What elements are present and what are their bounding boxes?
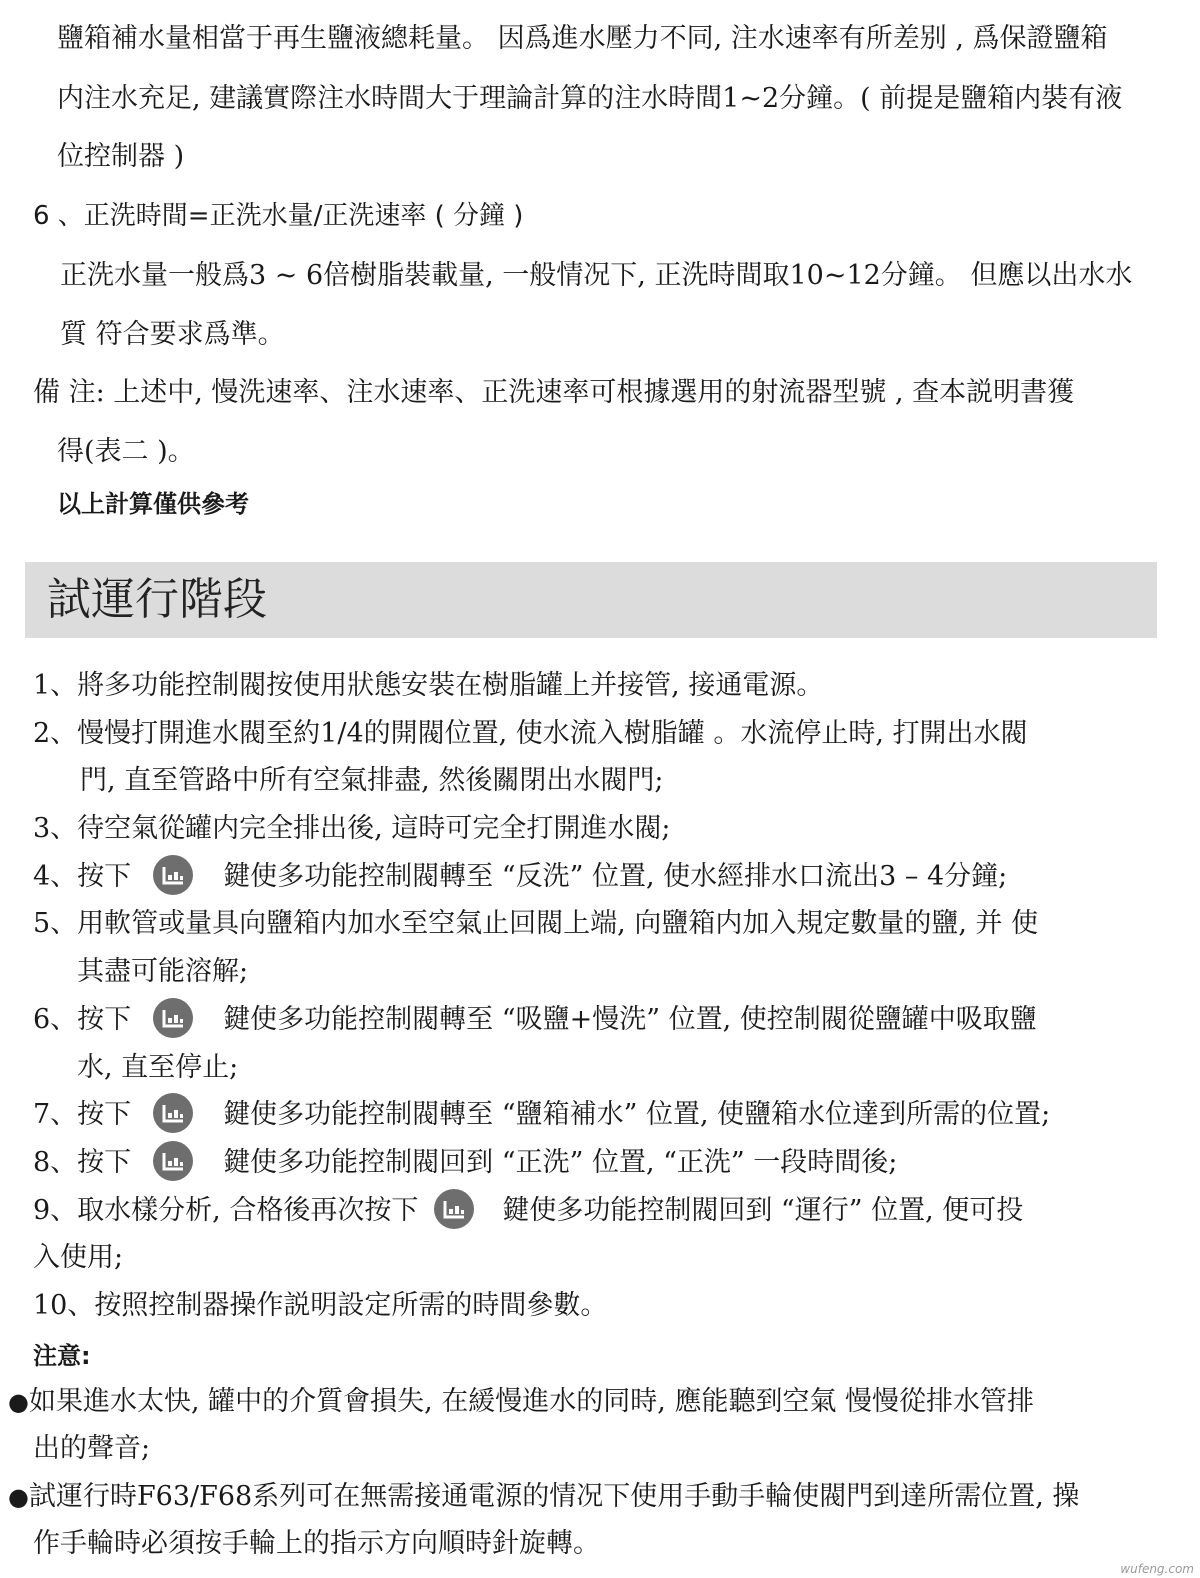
step-1: 1、將多功能控制閥按使用狀態安裝在樹脂罐上并接管, 接通電源。	[33, 670, 824, 701]
note-2-cont: 作手輪時必須按手輪上的指示方向順時針旋轉。	[33, 1528, 600, 1559]
step-4-post: 鍵使多功能控制閥轉至 “反洗” 位置, 使水經排水口流出3 – 4分鐘;	[223, 861, 1008, 892]
regen-key-icon	[153, 998, 193, 1038]
regen-key-icon	[434, 1189, 474, 1229]
text-line: 位控制器 )	[57, 141, 185, 172]
subheading-line: 6 、正洗時間=正洗水量/正洗速率 ( 分鐘 )	[33, 201, 524, 231]
step-5: 5、用軟管或量具向鹽箱内加水至空氣止回閥上端, 向鹽箱内加入規定數量的鹽, 并 使	[33, 908, 1039, 939]
step-2-cont: 門, 直至管路中所有空氣排盡, 然後關閉出水閥門;	[80, 765, 664, 796]
text-line: 内注水充足, 建議實際注水時間大于理論計算的注水時間1~2分鐘。( 前提是鹽箱内裝有液	[57, 83, 1123, 114]
step-10: 10、按照控制器操作説明設定所需的時間參數。	[33, 1290, 608, 1321]
step-7	[33, 1095, 1050, 1136]
step-5-cont: 其盡可能溶解;	[77, 956, 249, 987]
step-9	[33, 1191, 1023, 1232]
text-line: 質 符合要求爲準。	[60, 319, 285, 350]
step-9-post: 鍵使多功能控制閥回到 “運行” 位置, 便可投	[502, 1195, 1024, 1226]
step-2: 2、慢慢打開進水閥至約1/4的開閥位置, 使水流入樹脂罐 。水流停止時, 打開出水閥	[33, 718, 1028, 749]
step-7-post: 鍵使多功能控制閥轉至 “鹽箱補水” 位置, 使鹽箱水位達到所需的位置;	[223, 1099, 1051, 1130]
regen-key-icon	[153, 855, 193, 895]
step-4-pre: 4、按下	[33, 861, 132, 892]
step-3: 3、待空氣從罐内完全排出後, 這時可完全打開進水閥;	[33, 813, 671, 844]
text-line: 鹽箱補水量相當于再生鹽液總耗量。 因爲進水壓力不同, 注水速率有所差别 , 爲保證鹽箱	[57, 23, 1108, 54]
step-6-post: 鍵使多功能控制閥轉至 “吸鹽+慢洗” 位置, 使控制閥從鹽罐中吸取鹽	[223, 1004, 1037, 1035]
bullet-icon: ●	[8, 1483, 29, 1511]
section-title: 試運行階段	[47, 574, 267, 625]
note-1-cont: 出的聲音;	[33, 1433, 151, 1464]
text-line: 得(表二 )。	[57, 436, 195, 467]
step-4	[33, 857, 1007, 898]
step-8	[33, 1143, 897, 1184]
text-line: 正洗水量一般爲3 ~ 6倍樹脂裝載量, 一般情况下, 正洗時間取10~12分鐘。 但應以出水水	[60, 260, 1133, 291]
note-1	[8, 1382, 1034, 1422]
step-6-cont: 水, 直至停止;	[77, 1052, 239, 1083]
step-7-pre: 7、按下	[33, 1099, 132, 1130]
reference-note: 以上計算僅供參考	[57, 490, 249, 518]
step-8-pre: 8、按下	[33, 1147, 132, 1178]
section-banner	[25, 562, 1157, 638]
remark-line: 備 注: 上述中, 慢洗速率、注水速率、正洗速率可根據選用的射流器型號 , 查本説明書獲	[33, 377, 1075, 408]
regen-key-icon	[153, 1093, 193, 1133]
bullet-icon: ●	[8, 1388, 29, 1416]
step-9-cont: 入使用;	[33, 1242, 124, 1273]
regen-key-icon	[153, 1141, 193, 1181]
step-6-pre: 6、按下	[33, 1004, 132, 1035]
step-9-pre: 9、取水樣分析, 合格後再次按下	[33, 1195, 419, 1226]
step-8-post: 鍵使多功能控制閥回到 “正洗” 位置, “正洗” 一段時間後;	[223, 1147, 898, 1178]
watermark: wufeng.com	[1120, 1562, 1194, 1576]
notes-label: 注意:	[33, 1342, 91, 1370]
note-2-text: 試運行時F63/F68系列可在無需接通電源的情况下使用手動手輪使閥門到達所需位置, 操	[28, 1481, 1080, 1512]
note-2	[8, 1477, 1079, 1517]
step-6	[33, 1000, 1037, 1041]
note-1-text: 如果進水太快, 罐中的介質會損失, 在緩慢進水的同時, 應能聽到空氣 慢慢從排水管排	[28, 1386, 1035, 1417]
